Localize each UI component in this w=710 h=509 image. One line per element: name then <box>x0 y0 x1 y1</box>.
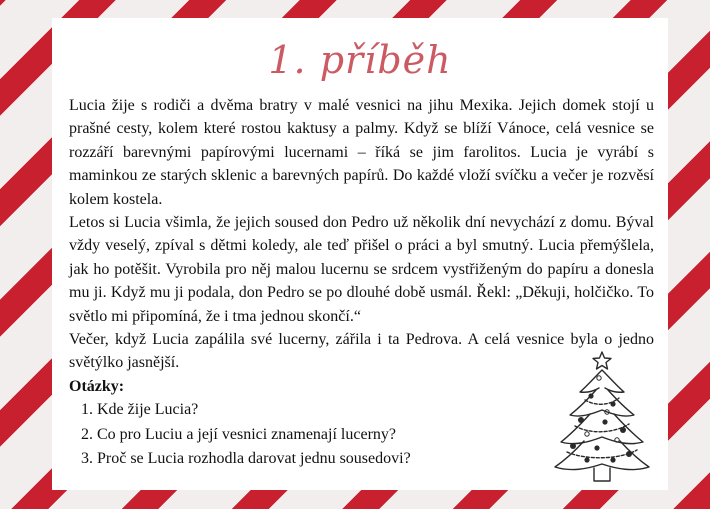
question-number: 1. <box>81 401 93 419</box>
question-number: 3. <box>81 450 93 468</box>
christmas-tree-icon <box>547 348 657 486</box>
paragraph-1: Lucia žije s rodiči a dvěma bratry v malé vesnici na jihu Mexika. Jejich domek stojí u prašné cesty, kolem které rostou kaktusy a palmy. Když se blíží Vánoce, celá vesnice se rozzáří barevnými papírovými lucernami – říká se jim farolitos. Lucia je vyrábí s maminkou ze starých sklenic a barevných papírů. Do každé vloží svíčku a večer je rozvěsí kolem kostela. <box>69 97 654 208</box>
questions-heading: Otázky: <box>69 377 125 395</box>
question-text: Co pro Luciu a její vesnici znamenají lucerny? <box>97 425 396 443</box>
question-number: 2. <box>81 425 93 443</box>
question-text: Kde žije Lucia? <box>97 401 199 419</box>
paragraph-2: Letos si Lucia všimla, že jejich soused don Pedro už několik dní nevychází z domu. Býval vždy veselý, zpíval s dětmi koledy, ale teď přišel o práci a byl smutný. Lucia přemýšlela, jak ho potěšit. Vyrobila pro něj malou lucernu se srdcem vystřiženým do papíru a donesla mu ji. Když mu ji podala, don Pedro se po dlouhé době usmál. Řekl: „Děkuji, holčičko. To světlo mi připomíná, že i tma jednou skončí.“ <box>69 214 654 325</box>
page-title: 1. příběh <box>268 38 452 82</box>
question-text: Proč se Lucia rozhodla darovat jednu sousedovi? <box>97 450 411 468</box>
paragraph-3: Večer, když Lucia zapálila své lucerny, zářila i ta Pedrova. A celá vesnice byla o jedno světýlko jasnější. <box>69 331 654 372</box>
story-card <box>52 18 668 490</box>
